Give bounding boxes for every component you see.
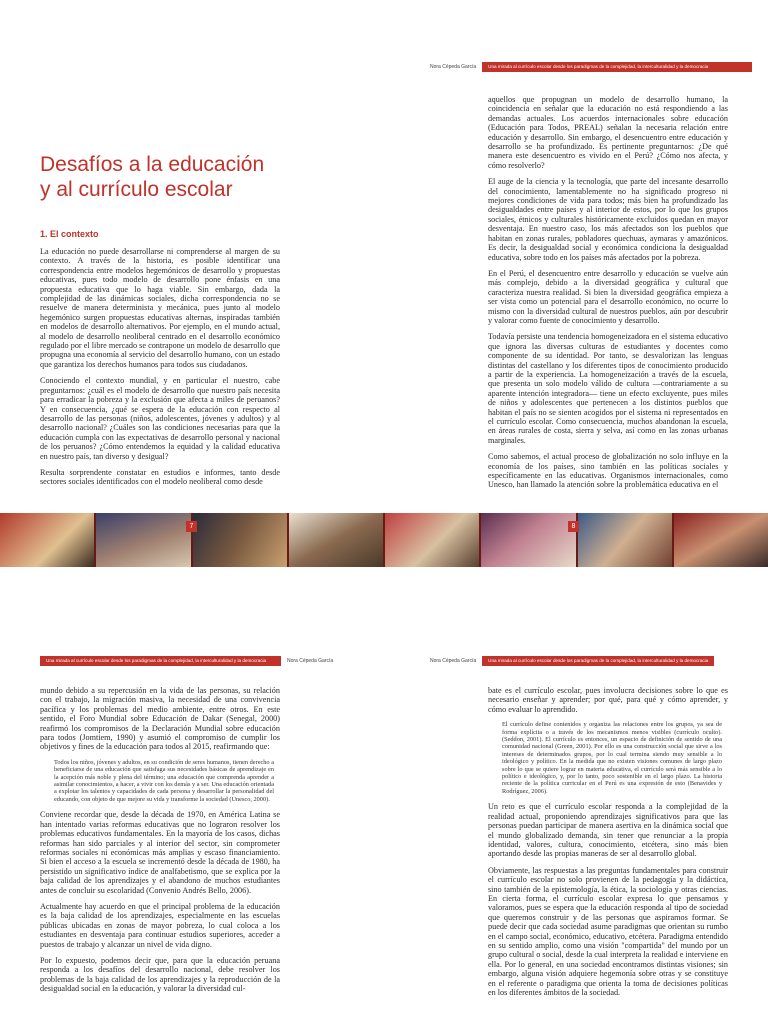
running-header-left (40, 656, 339, 666)
paragraph: Como sabemos, el actual proceso de globalización no solo influye en la economía de los países, sino también en las políticas sociales y específicamente en las educativas. Organismos internacionales, como Unesco, han llamado la atención sobre la problemática educativa en el (488, 452, 728, 490)
chapter-title-line1: Desafíos a la educación (40, 153, 265, 176)
photo-group (578, 513, 672, 567)
paragraph: Un reto es que el currículo escolar responda a la complejidad de la realidad actual, proponiendo aprendizajes significativos para que las personas puedan participar de manera asertiva en la dinámica social que el mundo globalizado demanda, sin tener que renunciar a la propia identidad, valores, cultura, conocimiento, etcétera, sino más bien aportando desde las propias maneras de ser al desarrollo global. (488, 802, 728, 859)
header-author: Nora Cépeda García (430, 658, 477, 664)
paragraph: El auge de la ciencia y la tecnología, que parte del incesante desarrollo del conocimiento, lamentablemente no ha significado progreso ni mejores condiciones de vida para todos; más bien ha profundizado las desigualdades entre países y al interior de estos, por lo que los grupos sociales, étnicos y culturales históricamente excluidos quedan en mayor desventaja. En nuestro caso, los más afectados son los pueblos que habitan en zonas rurales, pobladores quechuas, aymaras y amazónicos. Es decir, la desigualdad social y económica condiciona la desigualdad educativa, sobre todo en los países más afectados por la pobreza. (488, 177, 728, 262)
paragraph: Conviene recordar que, desde la década de 1970, en América Latina se han intentado varias reformas educativas que no lograron resolver los problemas educativos fundamentales. En la mayoría de los casos, dichas reformas han sido parciales y al interior del sector, sin comprometer reformas sociales ni económicas más amplias y escaso financiamiento. Si bien el acceso a la escuela se incrementó desde la década de 1980, ha persistido un significativo índice de analfabetismo, que se explica por la baja calidad de los aprendizajes y el abandono de muchos estudiantes antes de concluir su escolaridad (Convenio Andrés Bello, 2006). (40, 810, 280, 895)
paragraph: Obviamente, las respuestas a las preguntas fundamentales para construir el currículo escolar no solo provienen de la pedagogía y la didáctica, sino también de la epistemología, la ética, la sociología y otras ciencias. En cierta forma, el currículo escolar expresa lo que pensamos y valoramos, pues se espera que la educación responda al tipo de sociedad que queremos construir y de las personas que aspiramos formar. Se puede decir que cada sociedad asume paradigmas que orientan su rumbo en el campo social, económico, educativo, etcétera. Paradigma entendido en su sentido amplio, como una visión "compartida" del mundo por un grupo cultural o social, desde la cual interpreta la realidad e interviene en ella. Por lo general, en una sociedad encontramos distintas visiones; sin embargo, alguna visión adquiere hegemonía sobre otras y se constituye en el referente o paradigma que orienta la toma de decisiones políticas en los diferentes ámbitos de la sociedad. (488, 865, 728, 997)
chapter-title (40, 152, 280, 202)
photo-students (96, 513, 190, 567)
paragraph: La educación no puede desarrollarse ni comprenderse al margen de su contexto. A través de la historia, es posible identificar una correspondencia entre modelos hegemónicos de desarrollo y propuestas educativas, pues todo modelo de desarrollo pone énfasis en una propuesta educativa que lo haga viable. Sin embargo, dada la complejidad de las dinámicas sociales, dicha correspondencia no se resuelve de manera determinista y mecánica, pues junto al modelo hegemónico surgen propuestas educativas alternas, inspiradas también en modelos de desarrollo alternativos. Por ejemplo, en el mundo actual, al modelo de desarrollo neoliberal centrado en el desarrollo económico regulado por el libre mercado se contrapone un modelo de desarrollo que propugna una economía al servicio del desarrollo humano, con un estado que garantiza los derechos humanos para todos sus ciudadanos. (40, 247, 280, 369)
photo-classroom (0, 513, 94, 567)
paragraph: Resulta sorprendente constatar en estudios e informes, tanto desde sectores sociales identificados con el modelo neoliberal como desde (40, 467, 280, 487)
paragraph: mundo debido a su repercusión en la vida de las personas, su relación con el trabajo, la migración masiva, la necesidad de una convivencia pacífica y los problemas del medio ambiente, entre otros. En este sentido, el Foro Mundial sobre Educación de Dakar (Senegal, 2000) reafirmó los compromisos de la Declaración Mundial sobre educación para todos (Jomtiem, 1990) y asumió el compromiso de cumplir los objetivos y fines de la educación para todos al 2015, reafirmando que: (40, 686, 280, 752)
paragraph: Por lo expuesto, podemos decir que, para que la educación peruana responda a los desafíos del desarrollo nacional, debe resolver los problemas de la baja calidad de los aprendizajes y la reproducción de la desigualdad social en la educación, y valorar la diversidad cul- (40, 955, 280, 994)
running-header-right (424, 62, 752, 72)
photo-strip (0, 513, 768, 567)
block-quote: El currículo define contenidos y organiza las relaciones entre los grupos, ya sea de forma explícita o a través de los mecanismos menos visibles (currículo oculto). (Seddon, 2001). El currículo es entonces, un espacio de definición de sentido de una comunidad nacional (Green, 2001). Por ello es una construcción social que sirve a los intereses de determinados grupos, por lo cual termina siendo muy sensible a lo ideológico y político. En la medida que no existen visiones comunes de largo plazo sobre lo que se quiere lograr en materia educativa, el currículo será más sensible a lo político e ideológico, y, por lo tanto, poco sostenible en el largo plazo. La historia reciente de la política curricular en el Perú es una expresión de esto (Benavides y Rodríguez, 2006). (502, 721, 722, 795)
photo-desk (193, 513, 287, 567)
paragraph: Todavía persiste una tendencia homogeneizadora en el sistema educativo que ignora las diversas culturas de estudiantes y docentes como componente de su identidad. Por tanto, se desvalorizan las lenguas distintas del castellano y los diferentes tipos de conocimiento producido a partir de la experiencia. La homogeneización a través de la escuela, que presenta un solo modelo válido de cultura —contrariamente a su aparente intención integradora— tiene un efecto excluyente, pues miles de niños y adolescentes que pertenecen a los distintos pueblos que habitan el país no se sienten acogidos por el sistema ni representados en el currículo escolar. Como consecuencia, muchos abandonan la escuela, en áreas rurales de costa, sierra y selva, así como en las zonas urbanas marginales. (488, 332, 728, 445)
text-column-top-left (40, 247, 280, 494)
block-quote: Todos los niños, jóvenes y adultos, en su condición de seres humanos, tienen derecho a beneficiarse de una educación que satisfaga sus necesidades básicas de aprendizaje en la acepción más noble y plena del término; una educación que comprenda aprender a asimilar conocimientos, a hacer, a vivir con los demás y a ser. Una educación orientada a explotar los talentos y capacidades de cada persona y desarrollar la personalidad del educando, con objeto de que mejore su vida y transforme la sociedad (Unesco, 2000). (54, 758, 274, 803)
paragraph: bate es el currículo escolar, pues involucra decisiones sobre lo que es necesario enseñar y aprender; por qué, para qué y cómo aprender, y cómo evaluar lo aprendido. (488, 686, 728, 714)
header-title: Una mirada al currículo escolar desde los paradigmas de la complejidad, la interculturalidad y la democracia (40, 656, 281, 666)
header-author: Nora Cépeda García (287, 658, 334, 664)
paragraph: Conociendo el contexto mundial, y en particular el nuestro, cabe preguntarnos: ¿cuál es el modelo de desarrollo que nuestro país necesita para erradicar la pobreza y la exclusión que afecta a miles de peruanos? Y en consecuencia, ¿qué se espera de la educación con respecto al desarrollo de las personas (niños, adolescentes, jóvenes y adultos) y al desarrollo nacional? ¿Cuáles son las condiciones necesarias para que la educación cumpla con las expectativas de desarrollo personal y nacional de los peruanos? ¿Cómo entendemos la equidad y la calidad educativa en nuestro país, tan diverso y desigual? (40, 376, 280, 461)
header-author: Nora Cépeda García (430, 64, 477, 70)
text-column-top-right (488, 95, 728, 497)
page-number-left: 7 (186, 521, 197, 532)
text-column-bottom-left (40, 686, 280, 1001)
photo-writing (289, 513, 383, 567)
photo-children (385, 513, 479, 567)
paragraph: Actualmente hay acuerdo en que el principal problema de la educación es la baja calidad de los aprendizajes, especialmente en las escuelas públicas ubicadas en zonas de mayor pobreza, lo cual coloca a los estudiantes en desventaja para continuar estudios superiores, acceder a puestos de trabajo y alcanzar un nivel de vida digno. (40, 901, 280, 949)
photo-girls (481, 513, 575, 567)
section-heading: 1. El contexto (40, 229, 99, 239)
paragraph: En el Perú, el desencuentro entre desarrollo y educación se vuelve aún más complejo, debido a la diversidad geográfica y cultural que caracteriza nuestra realidad. Si bien la diversidad geográfica empieza a ser vista como un potencial para el desarrollo económico, no ocurre lo mismo con la diversidad cultural de nuestros pueblos, aún por descubrir y valorar como fuente de conocimiento y desarrollo. (488, 268, 728, 325)
paragraph: aquellos que propugnan un modelo de desarrollo humano, la coincidencia en señalar que la educación no está respondiendo a las demandas actuales. Los acuerdos internacionales sobre educación (Educación para Todos, PREAL) señalan la necesaria relación entre educación y desarrollo. Sin embargo, el desencuentro entre educación y desarrollo se ha profundizado. Es pertinente preguntarnos: ¿De qué manera este desencuentro es vivido en el Perú? ¿Cómo nos afecta, y cómo resolverlo? (488, 95, 728, 170)
chapter-title-line2: y al currículo escolar (40, 178, 233, 201)
text-column-bottom-right (488, 686, 728, 1004)
page-number-right: 8 (568, 521, 579, 532)
photo-teacher (674, 513, 768, 567)
header-title: Una mirada al currículo escolar desde los paradigmas de la complejidad, la interculturalidad y la democracia (482, 656, 714, 666)
header-title: Una mirada al currículo escolar desde los paradigmas de la complejidad, la interculturalidad y la democracia (482, 62, 752, 72)
running-header-right (424, 656, 714, 666)
bottom-spread (0, 600, 768, 1024)
